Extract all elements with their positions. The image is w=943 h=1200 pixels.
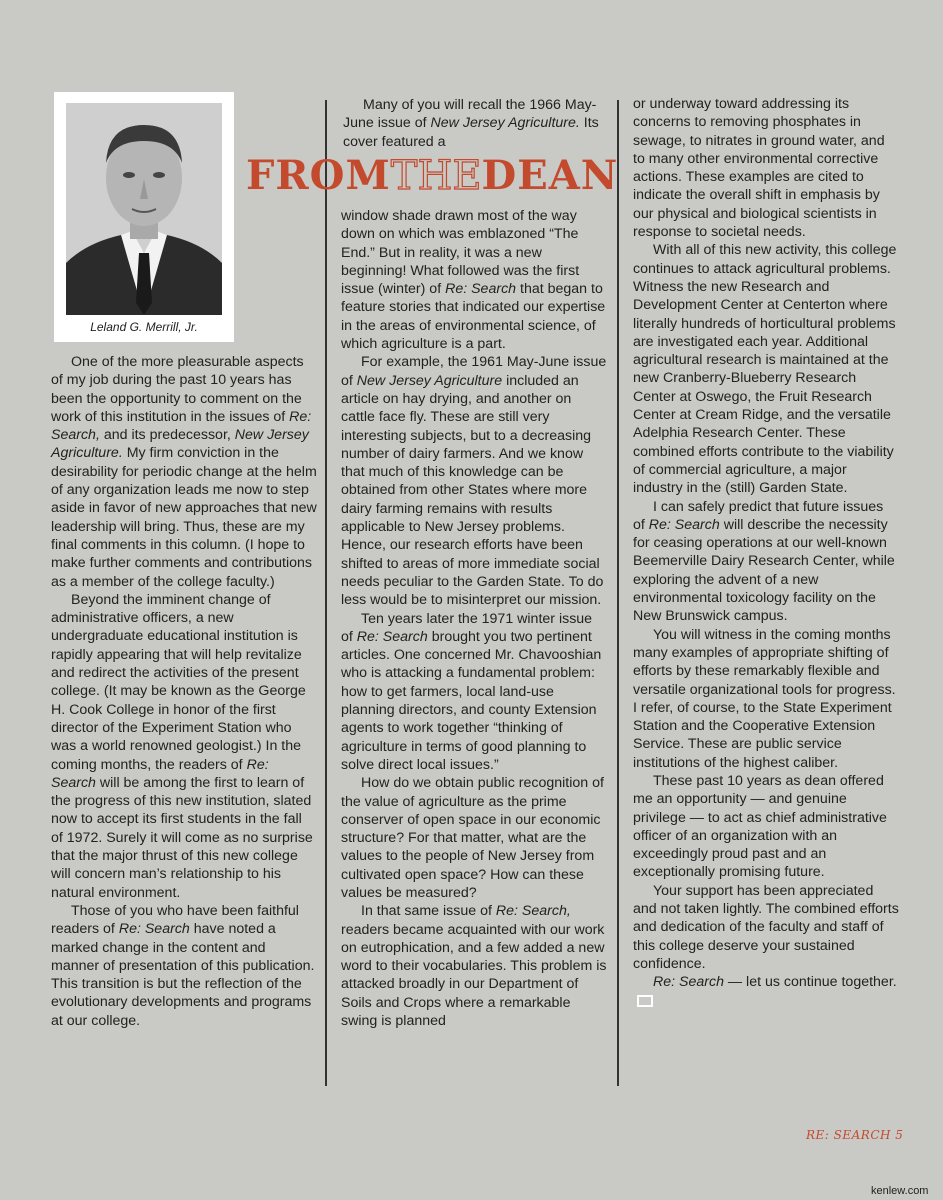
column-rule-right — [617, 100, 619, 1086]
page-folio: RE: SEARCH 5 — [806, 1128, 904, 1142]
headline-the: THE — [390, 153, 482, 199]
paragraph: Those of you who have been faithful readers of Re: Search have noted a marked change in the content and manner of presentation of this publication. This transition is but the reflection of the evolutionary developments and programs at our college. — [51, 902, 315, 1029]
paragraph: These past 10 years as dean offered me an opportunity — and genuine privilege — to act as chief administrative officer of an organization with an exceedingly proud past and an exceptionally promising future. — [633, 772, 887, 881]
paragraph: With all of this new activity, this college continues to attack agricultural problems. Witness the new Research and Development Center at Centerton where literally hundreds of horticultural problems are investigated each year. Additional agricultural research is maintained at the new Cranberry-Blueberry Research Center at Oswego, the Fruit Research Center at Cream Ridge, and the versatile Adelphia Research Center. These combined efforts contribute to the viability of commercial agriculture, a major industry in the (still) Garden State. — [633, 242, 897, 497]
paragraph: How do we obtain public recognition of the value of agriculture as the prime conserver of open space in our economic structure? For that matter, what are the values to the people of New Jersey from cultivated open space? How can these values be measured? — [341, 775, 604, 901]
column-2 — [341, 207, 607, 1030]
headline-dean: DEAN — [481, 152, 619, 199]
paragraph: I can safely predict that future issues of Re: Search will describe the necessity for ceasing operations at our well-known Beemerville Dairy Research Center, while exploring the advent of a new environmental toxicology facility on the New Brunswick campus. — [633, 498, 895, 625]
paragraph: Ten years later the 1971 winter issue of Re: Search brought you two pertinent articles. One concerned Mr. Chavooshian who is attacking a fundamental problem: how to get farmers, local land-use planning directors, and county Extension agents to work together “thinking of agriculture in terms of good planning to solve direct local issues.” — [341, 610, 602, 773]
paragraph: Beyond the imminent change of administrative officers, a new undergraduate educational institution is rapidly appearing that will help revitalize and redirect the activities of the present college. (It may be known as the George H. Cook College in honor of the first director of the Experiment Station who was a world renowned geologist.) In the coming months, the readers of Re: Search will be among the first to learn of the progress of this new institution, slated now to accept its first students in the fall of 1972. Surely it will come as no surprise that the major thrust of this new college will concern man’s relationship to his natural environment. — [51, 591, 313, 901]
paragraph: Many of you will recall the 1966 May-June issue of New Jersey Agriculture. Its cover featured a — [343, 97, 599, 150]
portrait-illustration — [66, 103, 222, 315]
column-3 — [633, 95, 899, 1010]
paragraph: window shade drawn most of the way down on which was emblazoned “The End.” But in reality, it was a new beginning! What followed was the first issue (winter) of Re: Search that began to feature stories that indicated our expertise in the areas of environmental science, of which agriculture is a part. — [341, 208, 606, 353]
paragraph: Re: Search — let us continue together. — [633, 973, 899, 1010]
column-rule-left — [325, 100, 327, 1086]
paragraph: For example, the 1961 May-June issue of New Jersey Agriculture included an article on hay drying, and another on cattle face fly. These are still very interesting subjects, but to a decreasing number of dairy farmers. And we know that much of this knowledge can be obtained from other States where more dairy farming remains with results applicable to New Jersey problems. Hence, our research efforts have been shifted to areas of more immediate social needs peculiar to the Garden State. To do less would be to misinterpret our mission. — [341, 354, 607, 609]
portrait-photo — [66, 103, 222, 315]
column-2-top — [343, 96, 605, 151]
photo-caption: Leland G. Merrill, Jr. — [90, 320, 198, 334]
headline — [246, 150, 619, 202]
paragraph: Your support has been appreciated and not taken lightly. The combined efforts and dedication of the faculty and staff of this college deserve your sustained confidence. — [633, 882, 899, 972]
watermark: kenlew.com — [871, 1185, 929, 1197]
paragraph: One of the more pleasurable aspects of my job during the past 10 years has been the opportunity to comment on the work of this institution in the issues of Re: Search, and its predecessor, New Jersey Agriculture. My firm conviction in the desirability for periodic change at the helm of any organization leads me now to step aside in favor of new approaches that new leadership will bring. Thus, these are my final comments in this column. (I hope to make further comments and contributions as a member of the college faculty.) — [51, 354, 317, 590]
portrait-frame — [54, 92, 234, 342]
paragraph: In that same issue of Re: Search, readers became acquainted with our work on eutrophication, and a few added a new word to their vocabularies. This problem is attacked broadly in our Department of Soils and Crops where a remarkable swing is planned — [341, 903, 607, 1030]
column-1 — [51, 353, 317, 1030]
headline-from: FROM — [246, 152, 391, 199]
paragraph: or underway toward addressing its concerns to removing phosphates in sewage, to nitrates in ground water, and to many other environmental corrective actions. These examples are cited to indicate the overall shift in emphasis by our physical and biological scientists in response to societal needs. — [633, 96, 885, 241]
paragraph: You will witness in the coming months many examples of appropriate shifting of efforts by these remarkably flexible and versatile organizational tools for progress. I refer, of course, to the State Experiment Station and the Cooperative Extension Service. These are public service institutions of the highest caliber. — [633, 626, 896, 771]
end-mark-icon — [637, 995, 653, 1007]
